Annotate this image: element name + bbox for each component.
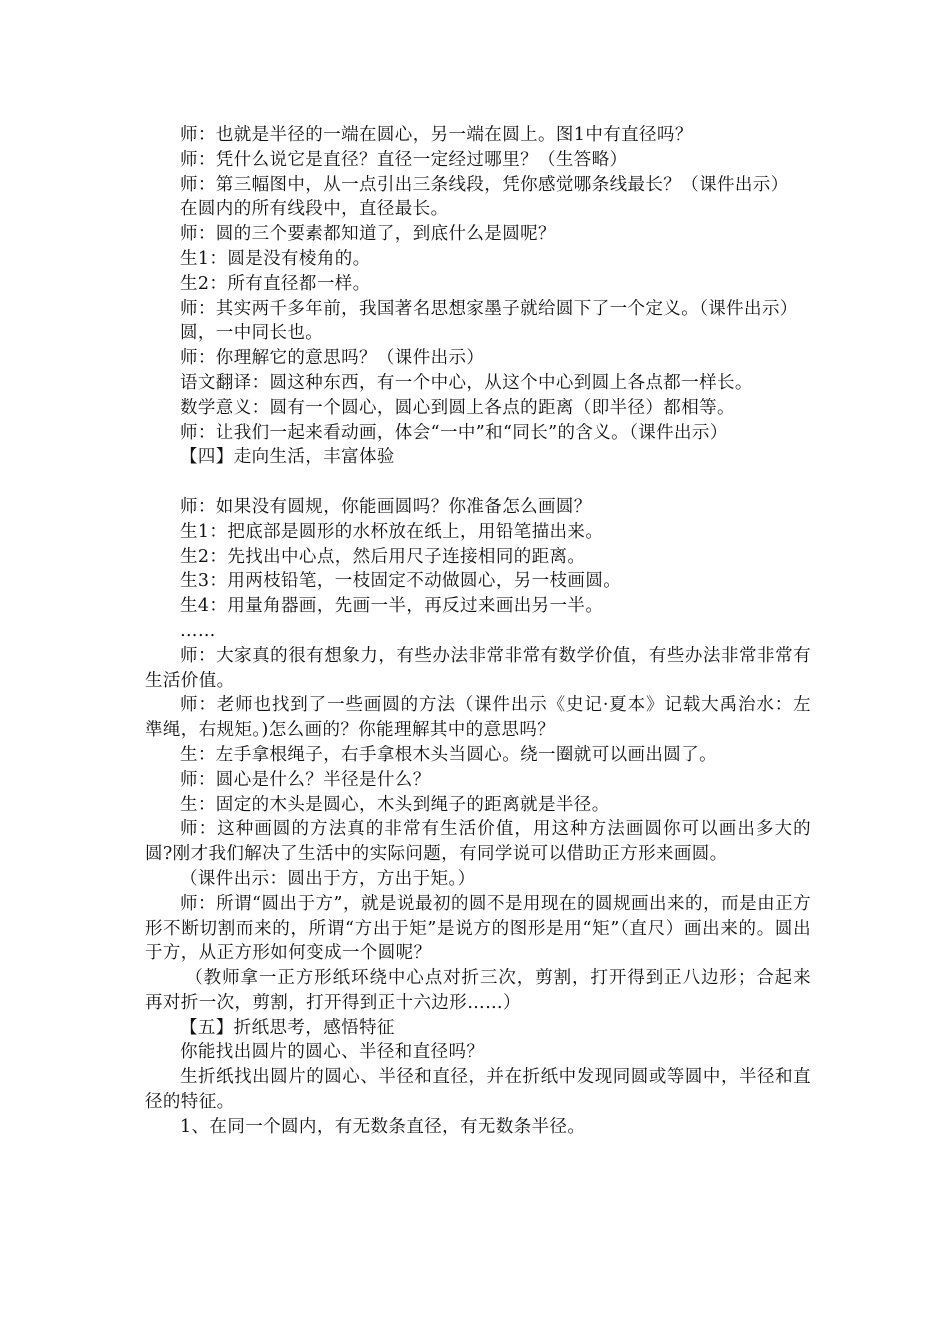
paragraph: 生1：把底部是圆形的水杯放在纸上，用铅笔描出来。 — [180, 521, 604, 542]
paragraph: 1、在同一个圆内，有无数条直径，有无数条半径。 — [180, 1116, 586, 1137]
ellipsis-line: …… — [180, 620, 216, 641]
paragraph: 师：凭什么说它是直径？直径一定经过哪里？（生答略） — [180, 149, 628, 170]
paragraph: 生：左手拿根绳子，右手拿根木头当圆心。绕一圈就可以画出圆了。 — [180, 744, 717, 765]
paragraph: 师：其实两千多年前，我国著名思想家墨子就给圆下了一个定义。（课件出示） — [180, 298, 798, 319]
paragraph: 师：老师也找到了一些画圆的方法（课件出示《史记·夏本》记载大禹治水：左準绳，右规矩。)怎么画的？你能理解其中的意思吗？ — [145, 695, 811, 741]
paragraph: 师：你理解它的意思吗？（课件出示） — [180, 348, 485, 369]
paragraph: 师：圆心是什么？半径是什么？ — [180, 769, 431, 790]
paragraph: 师：如果没有圆规，你能画圆吗？你准备怎么画圆？ — [180, 496, 592, 517]
paragraph: 师：圆的三个要素都知道了，到底什么是圆呢？ — [180, 224, 556, 245]
paragraph: 师：大家真的很有想象力，有些办法非常非常有数学价值，有些办法非常非常有生活价值。 — [145, 645, 811, 691]
paragraph: 师：让我们一起来看动画，体会“一中”和“同长”的含义。（课件出示） — [180, 422, 728, 443]
paragraph: 圆，一中同长也。 — [180, 323, 324, 344]
paragraph: 你能找出圆片的圆心、半径和直径吗？ — [180, 1042, 485, 1063]
paragraph: 生折纸找出圆片的圆心、半径和直径，并在折纸中发现同圆或等圆中，半径和直径的特征。 — [145, 1067, 811, 1113]
section-heading: 【五】折纸思考，感悟特征 — [180, 1017, 395, 1038]
paragraph: 生2：先找出中心点，然后用尺子连接相同的距离。 — [180, 546, 586, 567]
paragraph: 师：所谓“圆出于方”，就是说最初的圆不是用现在的圆规画出来的，而是由正方形不断切割而来的，所谓“方出于矩”是说方的图形是用“矩”（直尺）画出来的。圆出于方，从正方形如何变成一个圆呢？ — [145, 893, 811, 964]
paragraph: 在圆内的所有线段中，直径最长。 — [180, 199, 449, 220]
paragraph: 生：固定的木头是圆心，木头到绳子的距离就是半径。 — [180, 794, 610, 815]
paragraph: 师：第三幅图中，从一点引出三条线段，凭你感觉哪条线最长？（课件出示） — [180, 174, 789, 195]
paragraph: 数学意义：圆有一个圆心，圆心到圆上各点的距离（即半径）都相等。 — [180, 397, 735, 418]
paragraph: 生4：用量角器画，先画一半，再反过来画出另一半。 — [180, 596, 604, 617]
blank-line — [145, 470, 811, 495]
paragraph: （课件出示：圆出于方，方出于矩。） — [180, 868, 476, 889]
paragraph: 生2：所有直径都一样。 — [180, 273, 371, 294]
section-heading: 【四】走向生活，丰富体验 — [180, 447, 395, 468]
paragraph: （教师拿一正方形纸环绕中心点对折三次，剪割，打开得到正八边形；合起来再对折一次，剪割，打开得到正十六边形……） — [145, 968, 811, 1013]
paragraph: 生3：用两枝铅笔，一枝固定不动做圆心，另一枝画圆。 — [180, 571, 622, 592]
paragraph: 生1：圆是没有棱角的。 — [180, 248, 371, 269]
document-body — [145, 123, 811, 1140]
paragraph: 语文翻译：圆这种东西，有一个中心，从这个中心到圆上各点都一样长。 — [180, 372, 753, 393]
paragraph: 师：这种画圆的方法真的非常有生活价值，用这种方法画圆你可以画出多大的圆?刚才我们解决了生活中的实际问题，有同学说可以借助正方形来画圆。 — [145, 819, 811, 865]
paragraph: 师：也就是半径的一端在圆心，另一端在圆上。图1中有直径吗？ — [180, 125, 693, 145]
